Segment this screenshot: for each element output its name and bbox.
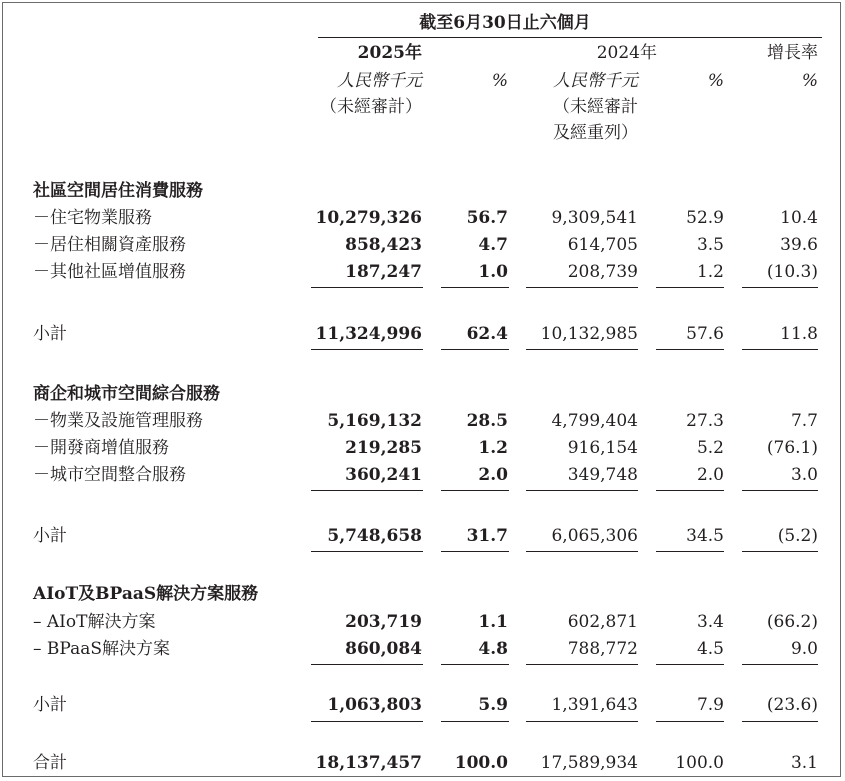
subtotal-2025-amount: 1,063,803 bbox=[327, 695, 422, 715]
cell-2024-amount: 208,739 bbox=[567, 262, 638, 282]
cell-2025-percent: 1.2 bbox=[478, 438, 508, 458]
year-2025-heading: 2025年 bbox=[357, 43, 422, 63]
cell-2025-percent: 4.7 bbox=[478, 235, 508, 255]
cell-2025-amount: 860,084 bbox=[345, 639, 422, 659]
subtotal-2024-amount: 1,391,643 bbox=[551, 695, 638, 715]
cell-2024-amount: 602,871 bbox=[567, 612, 638, 632]
cell-2025-amount: 858,423 bbox=[345, 235, 422, 255]
cell-2024-percent: 5.2 bbox=[696, 438, 724, 458]
unit-2024-line2: （未經審計 bbox=[553, 97, 638, 117]
cell-2024-percent: 1.2 bbox=[696, 262, 724, 282]
rule bbox=[441, 490, 509, 491]
cell-2025-amount: 187,247 bbox=[345, 262, 422, 282]
rule bbox=[742, 349, 818, 350]
pct-growth-heading: % bbox=[801, 71, 818, 91]
unit-2025-line1: 人民幣千元 bbox=[337, 71, 422, 91]
subtotal-2024-percent: 7.9 bbox=[696, 695, 724, 715]
section-title: AIoT及BPaaS解決方案服務 bbox=[33, 584, 259, 604]
row-label: －開發商增值服務 bbox=[33, 438, 169, 458]
rule bbox=[656, 551, 724, 552]
rule bbox=[311, 664, 423, 665]
subtotal-2025-amount: 11,324,996 bbox=[315, 324, 422, 344]
rule bbox=[441, 721, 509, 722]
cell-2024-amount: 4,799,404 bbox=[551, 411, 638, 431]
rule bbox=[656, 349, 724, 350]
subtotal-label: 小計 bbox=[33, 695, 67, 715]
total-2025-amount: 18,137,457 bbox=[315, 753, 422, 773]
subtotal-growth: (23.6) bbox=[766, 695, 818, 715]
cell-2024-percent: 4.5 bbox=[696, 639, 724, 659]
cell-2024-amount: 614,705 bbox=[567, 235, 638, 255]
subtotal-growth: 11.8 bbox=[780, 324, 818, 344]
section-title: 商企和城市空間綜合服務 bbox=[33, 384, 220, 404]
cell-2025-percent: 2.0 bbox=[478, 465, 508, 485]
rule bbox=[441, 287, 509, 288]
rule bbox=[742, 664, 818, 665]
cell-growth: 9.0 bbox=[790, 639, 818, 659]
rule bbox=[656, 490, 724, 491]
rule bbox=[656, 287, 724, 288]
total-label: 合計 bbox=[33, 753, 67, 773]
subtotal-2024-amount: 6,065,306 bbox=[551, 526, 638, 546]
rule bbox=[742, 490, 818, 491]
section-title: 社區空間居住消費服務 bbox=[33, 181, 203, 201]
rule bbox=[526, 721, 638, 722]
rule bbox=[311, 721, 423, 722]
period-heading: 截至6月30日止六個月 bbox=[419, 13, 591, 33]
year-2024-heading: 2024年 bbox=[596, 43, 657, 63]
cell-2024-percent: 27.3 bbox=[686, 411, 724, 431]
subtotal-2024-amount: 10,132,985 bbox=[540, 324, 638, 344]
total-2024-amount: 17,589,934 bbox=[540, 753, 638, 773]
rule bbox=[526, 551, 638, 552]
growth-heading: 增長率 bbox=[767, 43, 818, 63]
rule bbox=[656, 664, 724, 665]
rule bbox=[441, 349, 509, 350]
row-label: – AIoT解決方案 bbox=[33, 612, 156, 632]
cell-2024-percent: 3.4 bbox=[696, 612, 724, 632]
rule bbox=[441, 551, 509, 552]
row-label: －城市空間整合服務 bbox=[33, 465, 186, 485]
unit-2025-line2: （未經審計） bbox=[320, 97, 422, 117]
row-label: – BPaaS解決方案 bbox=[33, 639, 170, 659]
cell-2025-percent: 28.5 bbox=[466, 411, 508, 431]
cell-2025-percent: 4.8 bbox=[478, 639, 508, 659]
total-2024-percent: 100.0 bbox=[675, 753, 724, 773]
rule bbox=[526, 349, 638, 350]
subtotal-label: 小計 bbox=[33, 526, 67, 546]
cell-2025-amount: 360,241 bbox=[345, 465, 422, 485]
pct-2025-heading: % bbox=[491, 71, 508, 91]
cell-2025-amount: 10,279,326 bbox=[315, 208, 422, 228]
cell-2025-amount: 203,719 bbox=[345, 612, 422, 632]
cell-2025-amount: 219,285 bbox=[345, 438, 422, 458]
subtotal-2025-percent: 31.7 bbox=[466, 526, 508, 546]
subtotal-2025-amount: 5,748,658 bbox=[327, 526, 422, 546]
subtotal-2025-percent: 5.9 bbox=[478, 695, 508, 715]
cell-growth: (10.3) bbox=[766, 262, 818, 282]
rule bbox=[526, 287, 638, 288]
cell-2024-amount: 9,309,541 bbox=[551, 208, 638, 228]
cell-2024-percent: 2.0 bbox=[696, 465, 724, 485]
cell-growth: 10.4 bbox=[780, 208, 818, 228]
cell-2024-amount: 916,154 bbox=[567, 438, 638, 458]
cell-growth: 3.0 bbox=[790, 465, 818, 485]
total-2025-percent: 100.0 bbox=[454, 753, 508, 773]
cell-2025-percent: 56.7 bbox=[466, 208, 508, 228]
unit-2024-line3: 及經重列） bbox=[553, 123, 638, 143]
rule bbox=[742, 551, 818, 552]
cell-2025-percent: 1.1 bbox=[478, 612, 508, 632]
subtotal-2024-percent: 57.6 bbox=[686, 324, 724, 344]
cell-2024-percent: 3.5 bbox=[696, 235, 724, 255]
cell-2025-amount: 5,169,132 bbox=[327, 411, 422, 431]
row-label: －其他社區增值服務 bbox=[33, 262, 186, 282]
subtotal-growth: (5.2) bbox=[777, 526, 818, 546]
row-label: －居住相關資產服務 bbox=[33, 235, 186, 255]
rule bbox=[311, 287, 423, 288]
cell-growth: 39.6 bbox=[780, 235, 818, 255]
total-growth: 3.1 bbox=[790, 753, 818, 773]
rule bbox=[656, 721, 724, 722]
row-label: －住宅物業服務 bbox=[33, 208, 152, 228]
rule bbox=[311, 551, 423, 552]
rule bbox=[311, 490, 423, 491]
rule bbox=[311, 349, 423, 350]
row-label: －物業及設施管理服務 bbox=[33, 411, 203, 431]
cell-2024-percent: 52.9 bbox=[686, 208, 724, 228]
subtotal-2024-percent: 34.5 bbox=[686, 526, 724, 546]
subtotal-label: 小計 bbox=[33, 324, 67, 344]
unit-2024-line1: 人民幣千元 bbox=[553, 71, 638, 91]
cell-2024-amount: 349,748 bbox=[567, 465, 638, 485]
cell-2025-percent: 1.0 bbox=[478, 262, 508, 282]
rule bbox=[742, 721, 818, 722]
cell-growth: (66.2) bbox=[766, 612, 818, 632]
period-underline bbox=[318, 37, 822, 38]
rule bbox=[742, 287, 818, 288]
rule bbox=[526, 490, 638, 491]
subtotal-2025-percent: 62.4 bbox=[466, 324, 508, 344]
cell-2024-amount: 788,772 bbox=[567, 639, 638, 659]
rule bbox=[441, 664, 509, 665]
cell-growth: 7.7 bbox=[790, 411, 818, 431]
rule bbox=[526, 664, 638, 665]
pct-2024-heading: % bbox=[707, 71, 724, 91]
cell-growth: (76.1) bbox=[766, 438, 818, 458]
